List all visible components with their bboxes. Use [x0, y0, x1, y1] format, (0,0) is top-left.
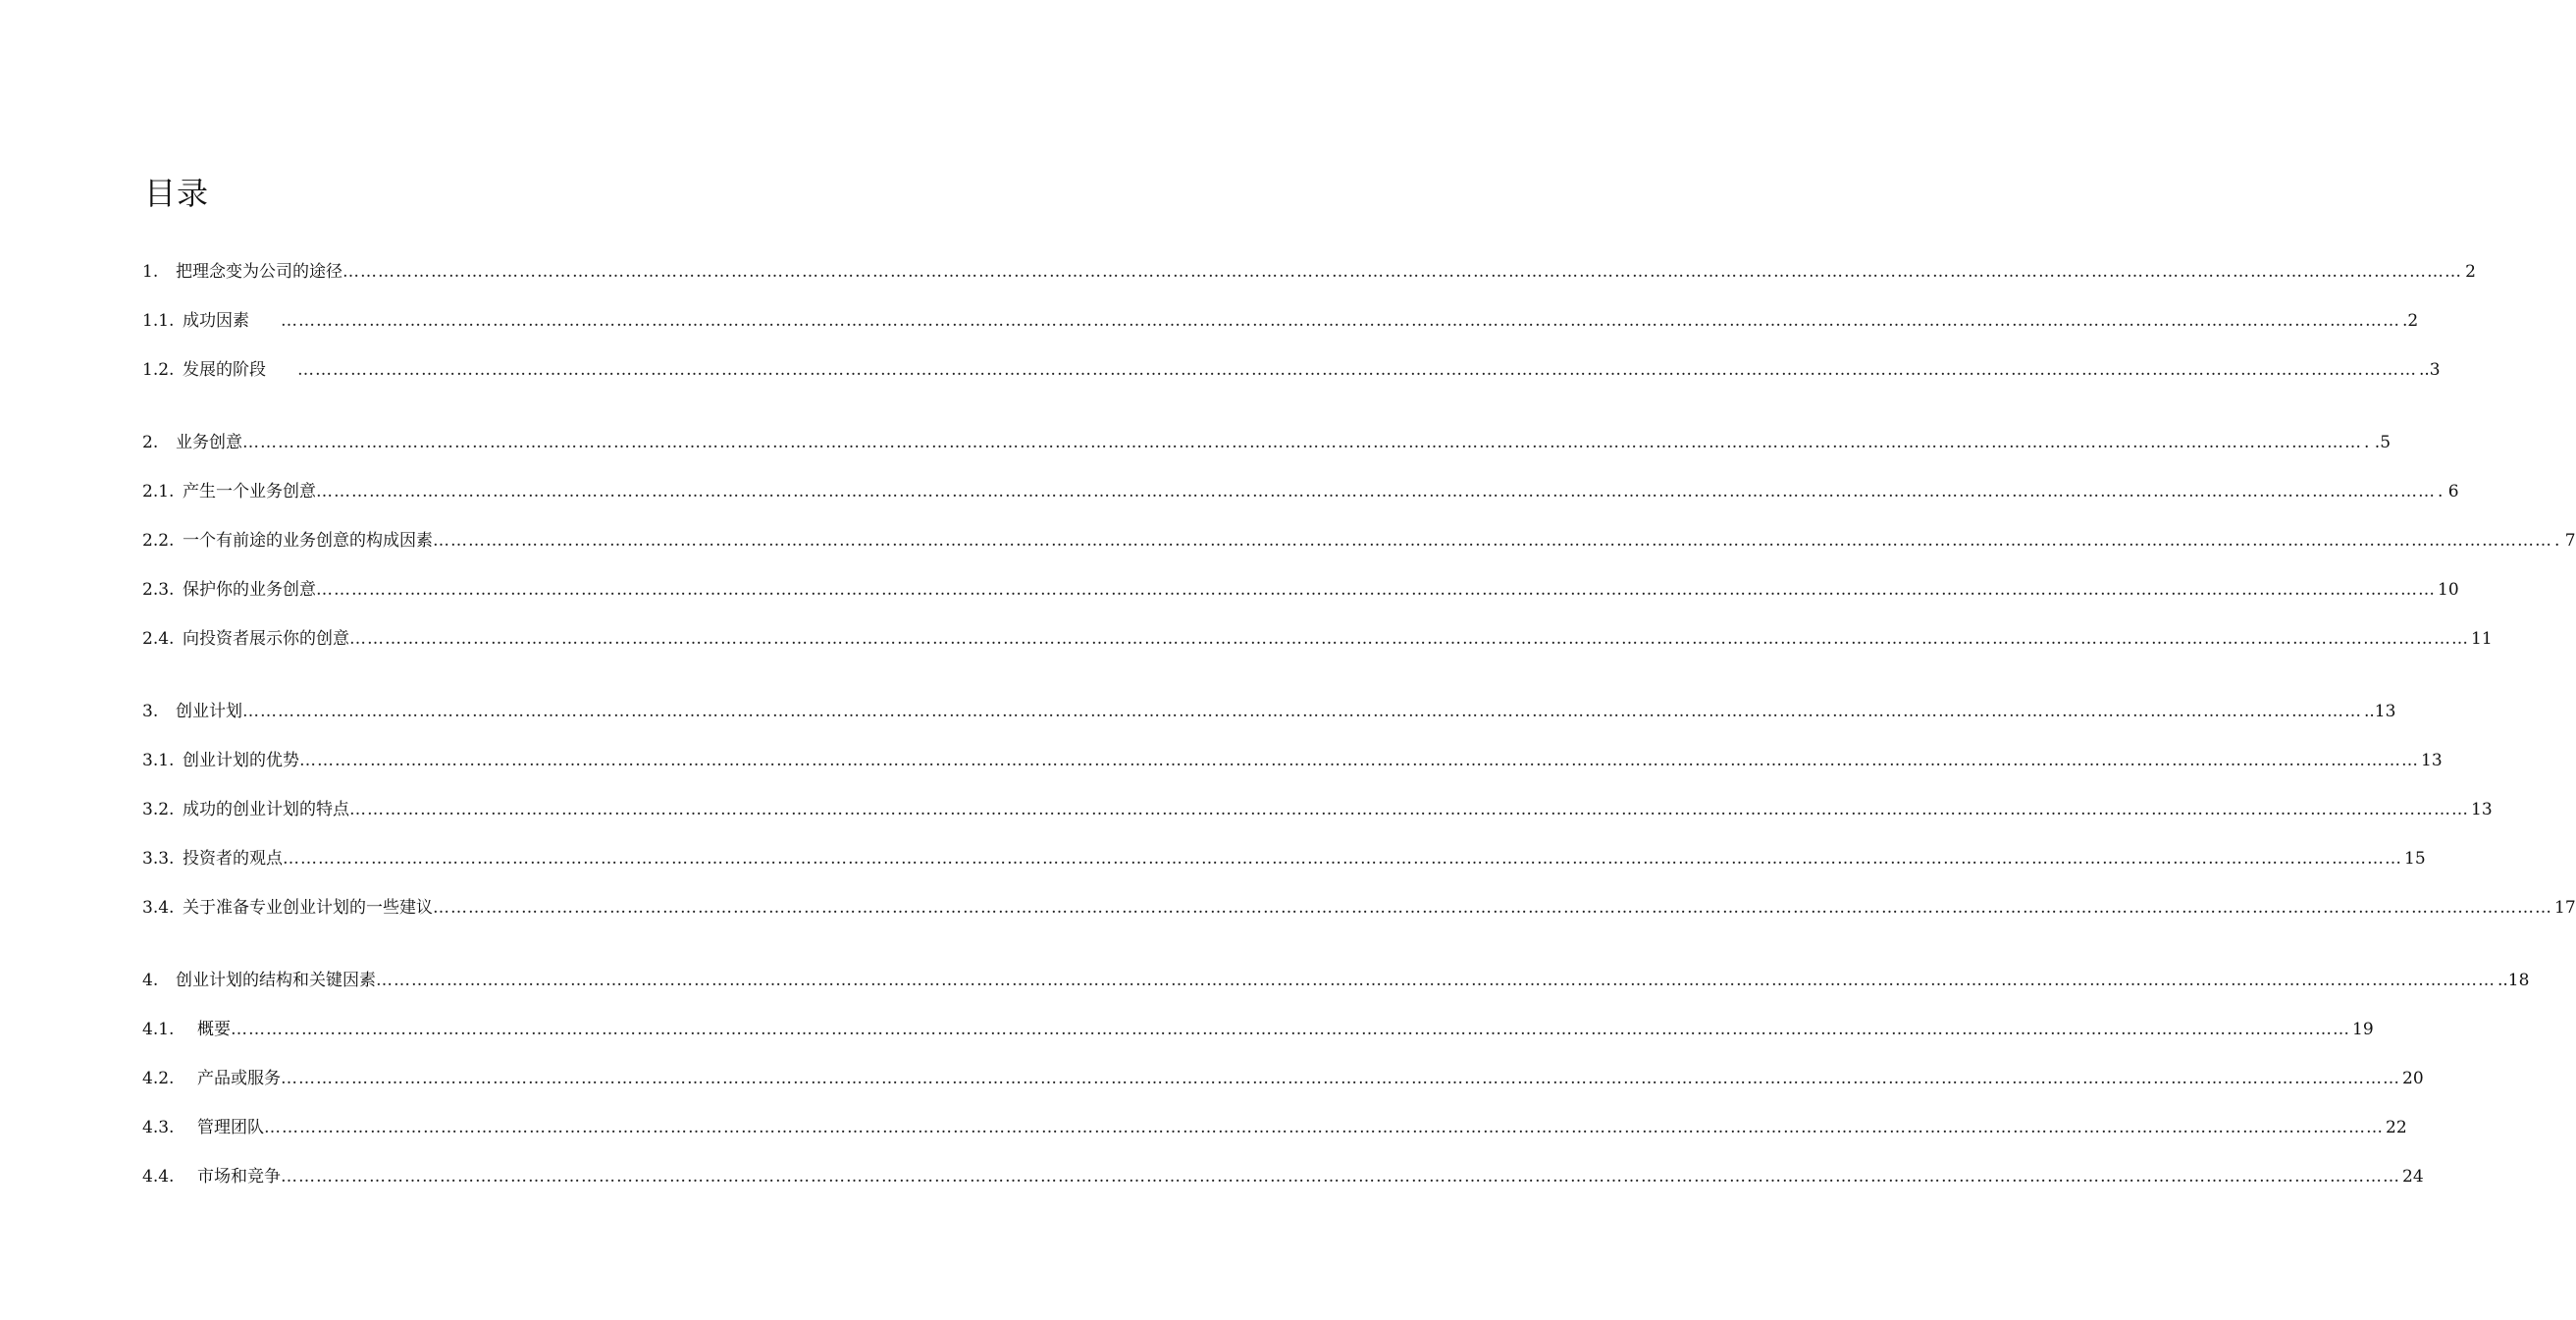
toc-entry[interactable]	[142, 697, 2396, 726]
toc-entry[interactable]	[142, 257, 2476, 287]
toc-entry[interactable]	[142, 795, 2493, 824]
toc-entry[interactable]	[142, 477, 2459, 506]
toc-entry-number: 3.3.	[142, 849, 175, 869]
toc-entry-number: 1.1.	[142, 311, 175, 331]
toc-entry-title: 市场和竞争	[197, 1167, 281, 1187]
toc-entry-title: 业务创意	[176, 433, 242, 452]
toc-entry[interactable]	[142, 1113, 2407, 1142]
toc-entry-number: 2.1.	[142, 482, 175, 502]
toc-page-number: .2	[2402, 311, 2419, 331]
toc-entry[interactable]	[142, 355, 2441, 385]
toc-dot-leader: ………………………………………………………………………………………………………………………………………………………………………………………………………………………………………………………………………………………………………………………………	[297, 360, 2417, 380]
toc-entry[interactable]	[142, 526, 2576, 555]
toc-entry-number: 4.3.	[142, 1118, 175, 1137]
toc-page-number: 2	[2465, 262, 2476, 282]
toc-page-number: . .5	[2364, 433, 2392, 452]
toc-entry[interactable]	[142, 746, 2443, 775]
toc-page-number: 13	[2471, 800, 2493, 819]
toc-entry-title: 发展的阶段	[183, 360, 266, 380]
toc-dot-leader: ………………………………………………………………………………………………………………………………………………………………………………………………………………………………………………………………………………………………………………………………	[299, 751, 2419, 770]
toc-dot-leader: ………………………………………………………………………………………………………………………………………………………………………………………………………………………………………………………………………………………………………………………………	[242, 433, 2362, 452]
toc-dot-leader: ………………………………………………………………………………………………………………………………………………………………………………………………………………………………………………………………………………………………………………………………	[349, 629, 2469, 649]
toc-entry-number: 4.2.	[142, 1069, 175, 1088]
toc-entry-number: 4.4.	[142, 1167, 175, 1187]
toc-entry-number: 2.3.	[142, 580, 175, 600]
toc-entry-title: 概要	[197, 1020, 231, 1039]
toc-entry[interactable]	[142, 966, 2530, 995]
toc-entry-title: 产生一个业务创意	[183, 482, 316, 502]
toc-entry-title: 管理团队	[197, 1118, 264, 1137]
toc-page-number: 22	[2386, 1118, 2407, 1137]
toc-dot-leader: ………………………………………………………………………………………………………………………………………………………………………………………………………………………………………………………………………………………………………………………………	[433, 531, 2552, 551]
toc-entry[interactable]	[142, 1064, 2424, 1093]
toc-dot-leader: ………………………………………………………………………………………………………………………………………………………………………………………………………………………………………………………………………………………………………………………………	[242, 702, 2362, 721]
toc-entry-number: 4.	[142, 971, 159, 990]
toc-entry-number: 2.2.	[142, 531, 175, 551]
toc-entry-number: 3.4.	[142, 898, 175, 918]
toc-entry-number: 1.2.	[142, 360, 175, 380]
toc-entry-title: 把理念变为公司的途径	[176, 262, 342, 282]
toc-dot-leader: ………………………………………………………………………………………………………………………………………………………………………………………………………………………………………………………………………………………………………………………………	[433, 898, 2552, 918]
toc-page-number: ..13	[2364, 702, 2396, 721]
toc-entry-number: 3.2.	[142, 800, 175, 819]
toc-entry[interactable]	[142, 624, 2493, 654]
toc-entry-title: 关于准备专业创业计划的一些建议	[183, 898, 433, 918]
toc-entry[interactable]	[142, 844, 2426, 873]
toc-entry-number: 2.4.	[142, 629, 175, 649]
page-title: 目录	[144, 175, 210, 212]
toc-page-number: 10	[2438, 580, 2459, 600]
toc-entry-title: 成功的创业计划的特点	[183, 800, 349, 819]
toc-dot-leader: ………………………………………………………………………………………………………………………………………………………………………………………………………………………………………………………………………………………………………………………………	[342, 262, 2462, 282]
toc-dot-leader: ………………………………………………………………………………………………………………………………………………………………………………………………………………………………………………………………………………………………………………………………	[316, 482, 2436, 502]
toc-entry-title: 成功因素	[183, 311, 249, 331]
toc-page-number: 17	[2554, 898, 2576, 918]
toc-entry[interactable]	[142, 1015, 2374, 1044]
toc-page-number: 15	[2404, 849, 2426, 869]
toc-entry-title: 产品或服务	[197, 1069, 281, 1088]
toc-entry-title: 创业计划的结构和关键因素	[176, 971, 376, 990]
toc-page-number: 19	[2352, 1020, 2374, 1039]
toc-entry-title: 一个有前途的业务创意的构成因素	[183, 531, 433, 551]
toc-entry[interactable]	[142, 893, 2576, 923]
toc-dot-leader: ………………………………………………………………………………………………………………………………………………………………………………………………………………………………………………………………………………………………………………………………	[231, 1020, 2350, 1039]
toc-dot-leader: ………………………………………………………………………………………………………………………………………………………………………………………………………………………………………………………………………………………………………………………………	[264, 1118, 2384, 1137]
toc-dot-leader: ………………………………………………………………………………………………………………………………………………………………………………………………………………………………………………………………………………………………………………………………	[281, 1167, 2400, 1187]
toc-entry-title: 保护你的业务创意	[183, 580, 316, 600]
toc-page-number: ..3	[2419, 360, 2441, 380]
toc-entry-number: 3.1.	[142, 751, 175, 770]
toc-dot-leader: ………………………………………………………………………………………………………………………………………………………………………………………………………………………………………………………………………………………………………………………………	[349, 800, 2469, 819]
toc-entry-number: 4.1.	[142, 1020, 175, 1039]
toc-entry[interactable]	[142, 1162, 2424, 1191]
toc-page-number: ..18	[2497, 971, 2530, 990]
toc-dot-leader: ………………………………………………………………………………………………………………………………………………………………………………………………………………………………………………………………………………………………………………………………	[281, 1069, 2400, 1088]
toc-dot-leader: ………………………………………………………………………………………………………………………………………………………………………………………………………………………………………………………………………………………………………………………………	[376, 971, 2496, 990]
toc-entry-title: 向投资者展示你的创意	[183, 629, 349, 649]
toc-entry-number: 1.	[142, 262, 159, 282]
toc-entry[interactable]	[142, 428, 2392, 457]
toc-entry-number: 3.	[142, 702, 159, 721]
toc-dot-leader: ………………………………………………………………………………………………………………………………………………………………………………………………………………………………………………………………………………………………………………………………	[316, 580, 2436, 600]
toc-entry[interactable]	[142, 575, 2459, 605]
toc-entry[interactable]	[142, 306, 2419, 336]
toc-page-number: . 7	[2554, 531, 2576, 551]
toc-page-number: 11	[2471, 629, 2493, 649]
toc-entry-number: 2.	[142, 433, 159, 452]
toc-dot-leader: ………………………………………………………………………………………………………………………………………………………………………………………………………………………………………………………………………………………………………………………………	[281, 311, 2400, 331]
toc-page-number: 24	[2402, 1167, 2424, 1187]
toc-page-number: 20	[2402, 1069, 2424, 1088]
toc-entry-title: 创业计划的优势	[183, 751, 299, 770]
toc-entry-title: 投资者的观点	[183, 849, 283, 869]
toc-entry-title: 创业计划	[176, 702, 242, 721]
toc-page-number: 13	[2421, 751, 2443, 770]
toc-dot-leader: ………………………………………………………………………………………………………………………………………………………………………………………………………………………………………………………………………………………………………………………………	[283, 849, 2402, 869]
toc-page-number: . 6	[2438, 482, 2459, 502]
